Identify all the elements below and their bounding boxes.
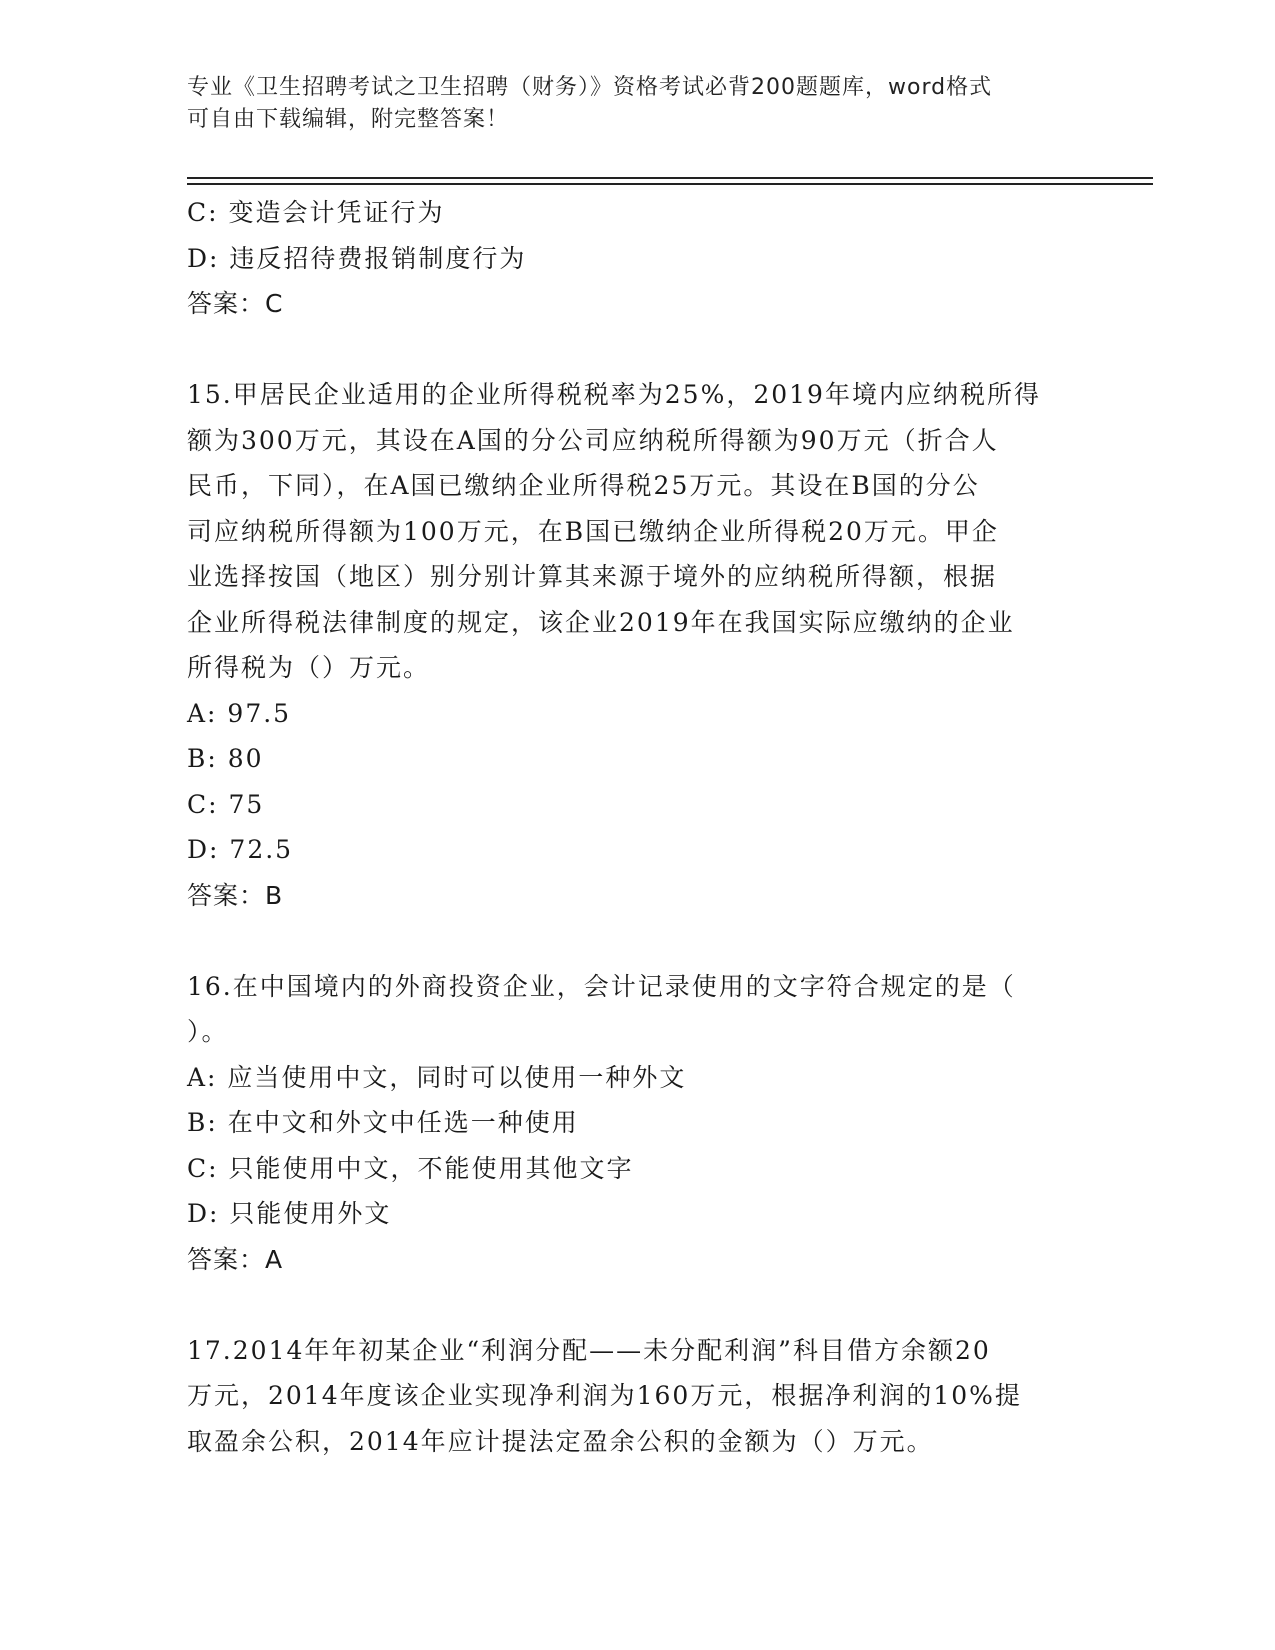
q17-stem-line: 17.2014年年初某企业“利润分配——未分配利润”科目借方余额20 [187, 1335, 991, 1365]
q15-stem-line: 所得税为（）万元。 [187, 653, 431, 682]
q15-stem-line: 民币，下同），在A国已缴纳企业所得税25万元。其设在B国的分公 [187, 471, 980, 500]
q15-stem-line: 15.甲居民企业适用的企业所得税税率为25%，2019年境内应纳税所得 [187, 380, 1041, 409]
question-15 [187, 372, 1067, 918]
q16-option-b: B: 在中文和外文中任选一种使用 [187, 1108, 579, 1137]
header-divider-bottom [187, 183, 1153, 185]
q15-option-b: B: 80 [187, 744, 264, 773]
spacer [187, 1282, 1067, 1328]
q16-option-a: A: 应当使用中文，同时可以使用一种外文 [187, 1062, 687, 1092]
prev-answer: 答案：C [187, 289, 284, 318]
q17-stem-line: 取盈余公积，2014年应计提法定盈余公积的金额为（）万元。 [187, 1426, 934, 1456]
q15-option-d: D: 72.5 [187, 835, 294, 864]
question-16 [187, 964, 1067, 1283]
header-title-line-2: 可自由下载编辑，附完整答案！ [187, 107, 510, 132]
q16-stem-line: ）。 [187, 1017, 229, 1046]
q15-option-a: A: 97.5 [187, 698, 292, 728]
document-header [187, 72, 1067, 136]
q15-stem-line: 业选择按国（地区）别分别计算其来源于境外的应纳税所得额，根据 [187, 562, 998, 591]
header-divider-top [187, 177, 1153, 179]
q15-option-c: C: 75 [187, 789, 265, 819]
prev-option-d: D: 违反招待费报销制度行为 [187, 243, 527, 273]
spacer [187, 327, 1067, 373]
header-title-line-1: 专业《卫生招聘考试之卫生招聘（财务）》资格考试必背200题题库，word格式 [187, 75, 993, 100]
question-17 [187, 1328, 1067, 1465]
q16-option-c: C: 只能使用中文，不能使用其他文字 [187, 1153, 634, 1183]
q15-stem-line: 额为300万元，其设在A国的分公司应纳税所得额为90万元（折合人 [187, 425, 999, 455]
prev-option-c: C: 变造会计凭证行为 [187, 198, 445, 227]
q15-answer: 答案：B [187, 880, 284, 910]
q16-answer: 答案：A [187, 1244, 284, 1274]
spacer [187, 918, 1067, 964]
q17-stem-line: 万元，2014年度该企业实现净利润为160万元，根据净利润的10%提 [187, 1381, 1022, 1410]
q15-stem-line: 企业所得税法律制度的规定，该企业2019年在我国实际应缴纳的企业 [187, 607, 1015, 637]
q16-stem-line: 16.在中国境内的外商投资企业，会计记录使用的文字符合规定的是（ [187, 971, 1016, 1001]
q15-stem-line: 司应纳税所得额为100万元，在B国已缴纳企业所得税20万元。甲企 [187, 516, 999, 546]
question-content [187, 190, 1067, 1464]
q16-option-d: D: 只能使用外文 [187, 1199, 392, 1228]
